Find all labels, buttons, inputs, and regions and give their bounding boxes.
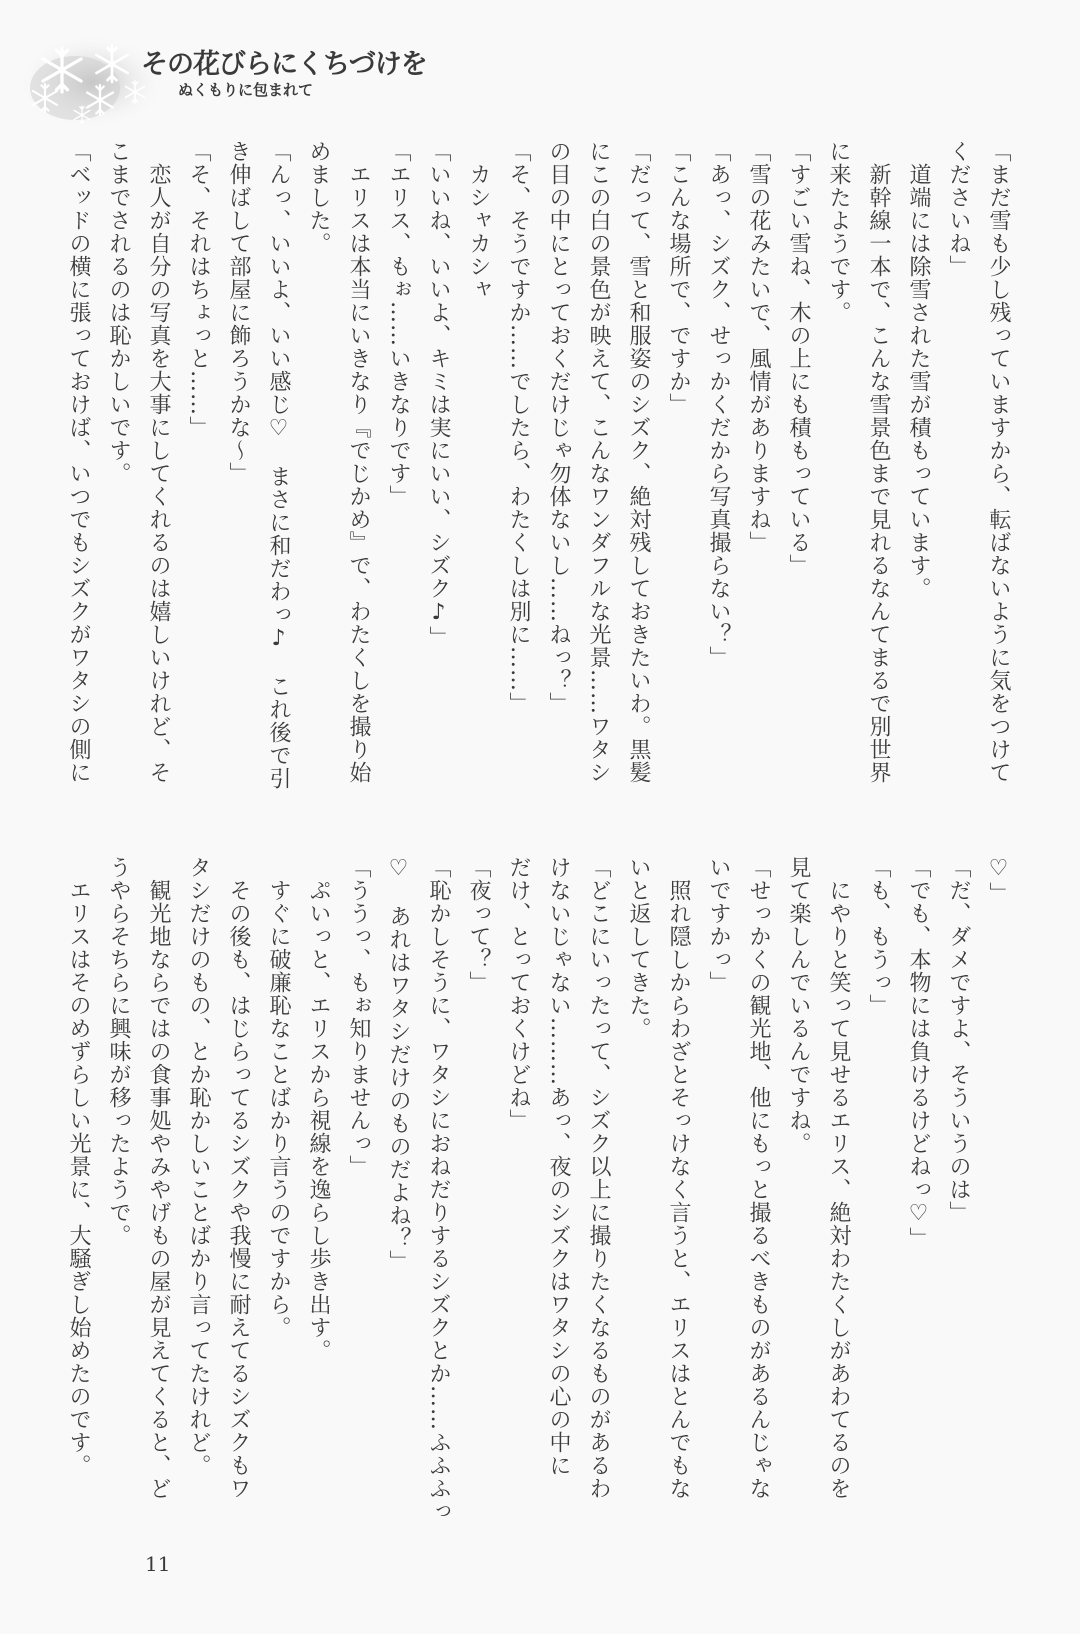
text-line: 恋人が自分の写真を大事にしてくれるのは嬉しいけれど、そ (146, 140, 171, 784)
text-line: 「だ、ダメですよ、そういうのは」 (946, 856, 971, 1224)
text-line: 「も、もうっ」 (866, 856, 891, 1017)
text-line: 「いいね、いいよ、キミは実にいい、シズク♪」 (426, 140, 451, 649)
text-block-upper (66, 140, 1018, 800)
text-line: に来たようです。 (826, 140, 851, 324)
text-line: 「あっ、シズク、せっかくだから写真撮らない？」 (706, 140, 731, 669)
text-line: 道端には除雪された雪が積もっています。 (906, 140, 931, 600)
text-line: 「ベッドの横に張っておけば、いつでもシズクがワタシの側に (66, 140, 91, 784)
text-line: カシャカシャ (466, 140, 491, 301)
text-line: き伸ばして部屋に飾ろうかな～」 (226, 140, 251, 485)
text-line: その後も、はじらってるシズクや我慢に耐えてるシズクもワ (226, 856, 251, 1500)
text-line: 「すごい雪ね、木の上にも積もっている」 (786, 140, 811, 577)
text-line: タシだけのもの、とか恥かしいことばかり言ってたけれど。 (186, 856, 211, 1477)
text-line: 「夜って？」 (466, 856, 491, 994)
text-line: ♡」 (986, 856, 1011, 905)
text-line: こまでされるのは恥かしいです。 (106, 140, 131, 485)
text-line: けないじゃない………あっ、夜のシズクはワタシの心の中に (546, 856, 571, 1477)
text-line: 「どこにいったって、シズク以上に撮りたくなるものがあるわ (586, 856, 611, 1500)
text-line: エリスは本当にいきなり『でじかめ』で、わたくしを撮り始 (346, 140, 371, 784)
text-line: エリスはそのめずらしい光景に、大騒ぎし始めたのです。 (66, 856, 91, 1477)
text-line: にこの白の景色が映えて、こんなワンダフルな光景……ワタシ (586, 140, 611, 784)
text-line: 「だって、雪と和服姿のシズク、絶対残しておきたいわ。黒髪 (626, 140, 651, 784)
text-line: ぷいっと、エリスから視線を逸らし歩き出す。 (306, 856, 331, 1362)
text-line: 「せっかくの観光地、他にもっと撮るべきものがあるんじゃな (746, 856, 771, 1500)
text-line: 「でも、本物には負けるけどねっ♡」 (906, 856, 931, 1250)
text-line: 「んっ、いいよ、いい感じ♡ まさに和だわっ♪ これ後で引 (266, 140, 291, 790)
text-line: にやりと笑って見せるエリス、絶対わたくしがあわてるのを (826, 856, 851, 1500)
text-line: うやらそちらに興味が移ったようで。 (106, 856, 131, 1247)
text-line: めました。 (306, 140, 331, 255)
text-line: 「雪の花みたいで、風情がありますね」 (746, 140, 771, 554)
text-line: 観光地ならではの食事処やみやげもの屋が見えてくると、ど (146, 856, 171, 1500)
text-line: 照れ隠しからわざとそっけなく言うと、エリスはとんでもな (666, 856, 691, 1500)
text-line: 見て楽しんでいるんですね。 (786, 856, 811, 1155)
chapter-subtitle: ぬくもりに包まれて (178, 81, 314, 99)
text-line: いですかっ」 (706, 856, 731, 994)
text-line: の目の中にとっておくだけじゃ勿体ないし……ねっ？」 (546, 140, 571, 715)
text-line: 「こんな場所で、ですか」 (666, 140, 691, 416)
text-line: 「そ、そうですか……でしたら、わたくしは別に……」 (506, 140, 531, 715)
text-line: すぐに破廉恥なことばかり言うのですから。 (266, 856, 291, 1339)
text-line: 「そ、それはちょっと……」 (186, 140, 211, 439)
text-line: 「恥かしそうに、ワタシにおねだりするシズクとか……ふふふっ (426, 856, 451, 1523)
text-line: いと返してきた。 (626, 856, 651, 1040)
text-line: 「ううっ、もぉ知りませんっ」 (346, 856, 371, 1178)
text-line: 「まだ雪も少し残っていますから、転ばないように気をつけて (986, 140, 1011, 784)
chapter-title: その花びらにくちづけを (141, 49, 427, 80)
text-block-lower (66, 856, 1018, 1523)
chapter-header (20, 30, 427, 130)
page-number: 11 (145, 1552, 171, 1576)
text-line: 新幹線一本で、こんな雪景色まで見れるなんてまるで別世界 (866, 140, 891, 784)
text-line: くださいね」 (946, 140, 971, 278)
text-line: ♡ あれはワタシだけのものだよね？」 (386, 856, 411, 1273)
text-line: 「エリス、もぉ……いきなりです」 (386, 140, 411, 508)
text-line: だけ、とっておくけどね」 (506, 856, 531, 1132)
